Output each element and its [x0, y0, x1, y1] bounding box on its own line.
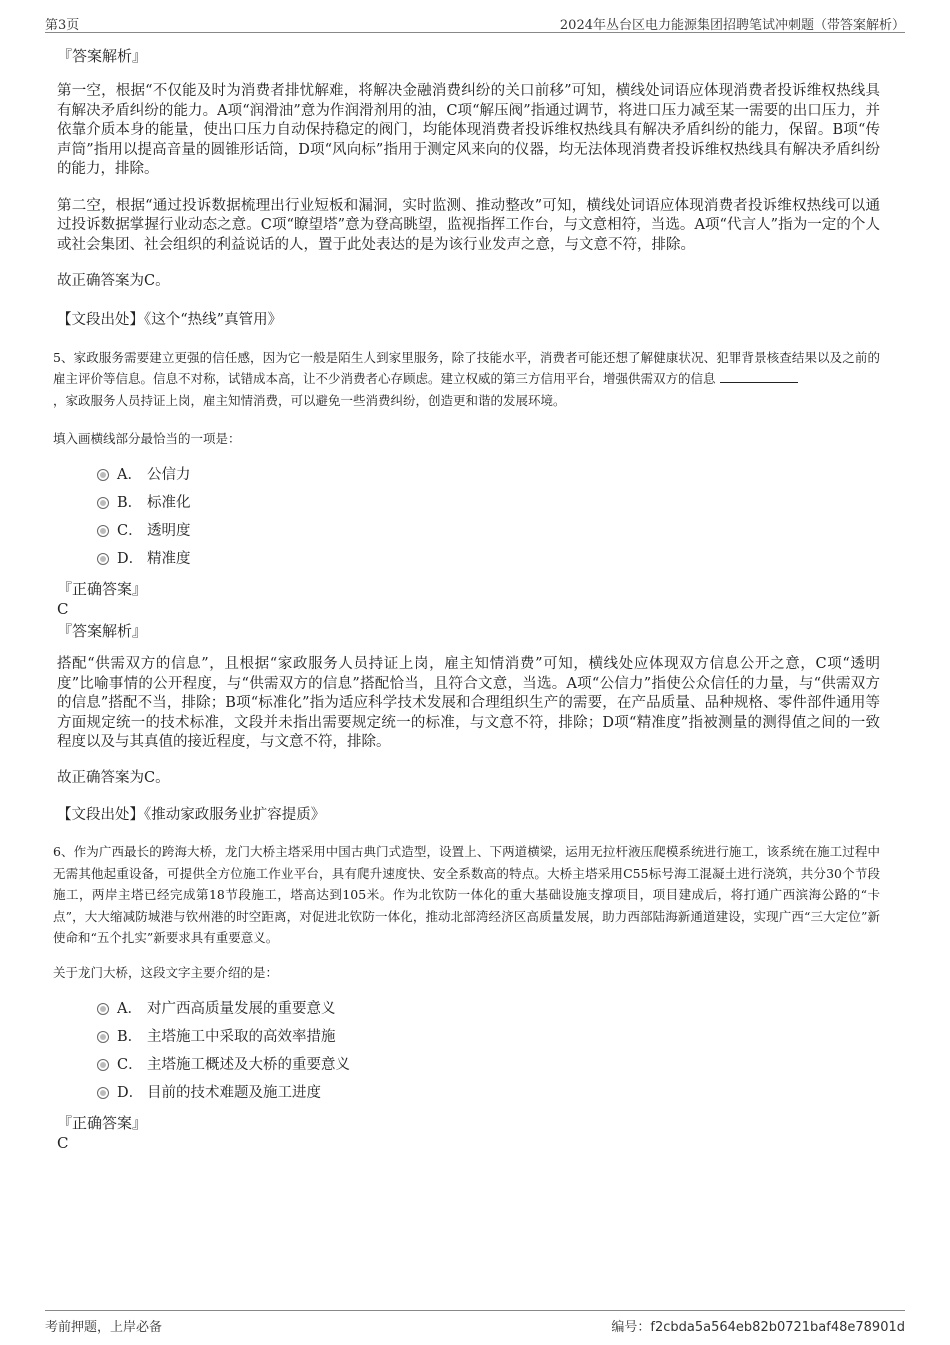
question-stem-part-2: ，家政服务人员持证上岗，雇主知情消费，可以避免一些消费纠纷，创造更和谐的发展环境。	[53, 392, 566, 408]
option-text: 主塔施工概述及大桥的重要意义	[147, 1056, 350, 1073]
page-header	[45, 12, 905, 33]
radio-icon[interactable]	[97, 469, 109, 481]
option-letter: A．	[117, 1000, 142, 1017]
option-d[interactable]	[57, 545, 880, 573]
page-footer	[45, 1310, 905, 1335]
correct-answer: C	[57, 600, 69, 618]
option-b[interactable]	[57, 489, 880, 517]
radio-icon[interactable]	[97, 497, 109, 509]
option-text: 主塔施工中采取的高效率措施	[147, 1028, 336, 1045]
radio-icon[interactable]	[97, 1003, 109, 1015]
option-letter: C．	[117, 523, 143, 539]
option-letter: D．	[117, 551, 144, 567]
question-5	[53, 347, 880, 826]
option-letter: A．	[117, 467, 142, 483]
question-prompt: 关于龙门大桥，这段文字主要介绍的是：	[53, 964, 279, 980]
conclusion: 故正确答案为C。	[57, 769, 170, 786]
question-stem-part-1: 5、家政服务需要建立更强的信任感，因为它一般是陌生人到家里服务，除了技能水平，消费者可能还想了解健康状况、犯罪背景核查结果以及之前的雇主评价等信息。信息不对称，试错成本高，让不少消费者心存顾虑。建立权威的第三方信用平台，增强供需双方的信息	[53, 349, 880, 386]
radio-icon[interactable]	[97, 1087, 109, 1099]
page-number: 第3页	[45, 18, 80, 33]
radio-icon[interactable]	[97, 1031, 109, 1043]
option-letter: B．	[117, 495, 143, 511]
question-stem	[53, 347, 880, 412]
option-text: 公信力	[147, 467, 191, 483]
question-stem: 6、作为广西最长的跨海大桥，龙门大桥主塔采用中国古典门式造型，设置上、下两道横梁，运用无拉杆液压爬模系统进行施工，该系统在施工过程中无需其他起重设备，可提供全方位施工作业平台，具有爬升速度快、安全系数高的特点。大桥主塔采用C55标号海工混凝土进行浇筑，共分30个节段施工，两岸主塔已经完成第18节段施工，塔高达到105米。作为北钦防一体化的重大基础设施支撑项目，项目建成后，将打通广西滨海公路的“卡点”，大大缩减防城港与钦州港的时空距离，对促进北钦防一体化，推动北部湾经济区高质量发展，助力西部陆海新通道建设，实现广西“三大定位”新使命和“五个扎实”新要求具有重要意义。	[53, 844, 880, 945]
correct-answer: C	[57, 1133, 69, 1152]
question-6	[53, 841, 880, 1153]
analysis-label: 『答案解析』	[57, 47, 148, 65]
option-text: 标准化	[147, 495, 191, 511]
option-d[interactable]	[57, 1079, 880, 1107]
document-serial	[611, 1316, 905, 1335]
footer-slogan: 考前押题，上岸必备	[45, 1320, 163, 1335]
option-c[interactable]	[57, 517, 880, 545]
radio-icon[interactable]	[97, 1059, 109, 1071]
option-text: 精准度	[147, 551, 191, 567]
option-text: 对广西高质量发展的重要意义	[147, 1000, 336, 1017]
serial-label: 编号：	[611, 1320, 651, 1335]
serial-number: f2cbda5a564eb82b0721baf48e78901d	[650, 1320, 905, 1335]
option-list	[57, 995, 880, 1107]
conclusion: 故正确答案为C。	[57, 273, 170, 289]
option-letter: D．	[117, 1084, 144, 1101]
document-title: 2024年丛台区电力能源集团招聘笔试冲刺题（带答案解析）	[559, 18, 905, 33]
fill-blank	[720, 368, 798, 383]
analysis-paragraph: 搭配“供需双方的信息”，且根据“家政服务人员持证上岗，雇主知情消费”可知，横线处应体现双方信息公开之意，C项“透明度”比喻事情的公开程度，与“供需双方的信息”搭配恰当，且符合文意，当选。A项“公信力”指使公众信任的力量，与“供需双方的信息”搭配不当，排除；B项“标准化”指为适应科学技术发展和合理组织生产的需要，在产品质量、品种规格、零件部件通用等方面规定统一的技术标准，文段并未指出需要规定统一的标准，与文意不符，排除；D项“精准度”指被测量的测得值之间的一致程度以及与其真值的接近程度，与文意不符，排除。	[57, 656, 880, 750]
correct-answer-label: 『正确答案』	[57, 1113, 148, 1132]
option-b[interactable]	[57, 1023, 880, 1051]
analysis-label: 『答案解析』	[57, 622, 148, 640]
option-letter: B．	[117, 1028, 143, 1045]
option-a[interactable]	[57, 995, 880, 1023]
page-content	[53, 44, 880, 1153]
option-text: 目前的技术难题及施工进度	[147, 1084, 321, 1101]
option-c[interactable]	[57, 1051, 880, 1079]
question-prompt: 填入画横线部分最恰当的一项是：	[53, 431, 241, 446]
option-a[interactable]	[57, 461, 880, 489]
analysis-paragraph-2: 第二空，根据“通过投诉数据梳理出行业短板和漏洞，实时监测、推动整改”可知，横线处词语应体现消费者投诉维权热线可以通过投诉数据掌握行业动态之意。C项“瞭望塔”意为登高眺望，监视指挥工作台，与文意相符，当选。A项“代言人”指为一定的个人或社会集团、社会组织的利益说话的人，置于此处表达的是为该行业发声之意，与文意不符，排除。	[57, 197, 880, 253]
source-citation: 【文段出处】《这个“热线”真管用》	[57, 311, 283, 328]
radio-icon[interactable]	[97, 525, 109, 537]
option-text: 透明度	[147, 523, 191, 539]
radio-icon[interactable]	[97, 553, 109, 565]
option-letter: C．	[117, 1056, 143, 1073]
correct-answer-label: 『正确答案』	[57, 580, 148, 598]
analysis-paragraph-1: 第一空，根据“不仅能及时为消费者排忧解难，将解决金融消费纠纷的关口前移”可知，横线处词语应体现消费者投诉维权热线具有解决矛盾纠纷的能力。A项“润滑油”意为作润滑剂用的油，C项“解压阀”指通过调节，将进口压力减至某一需要的出口压力，并依靠介质本身的能量，使出口压力自动保持稳定的阀门，均能体现消费者投诉维权热线具有解决矛盾纠纷的能力，保留。B项“传声筒”指用以提高音量的圆锥形话筒，D项“风向标”指用于测定风来向的仪器，均无法体现消费者投诉维权热线具有解决矛盾纠纷的能力，排除。	[57, 83, 880, 177]
option-list	[57, 461, 880, 573]
question-4-analysis	[57, 46, 880, 330]
source-citation: 【文段出处】《推动家政服务业扩容提质》	[57, 807, 326, 823]
